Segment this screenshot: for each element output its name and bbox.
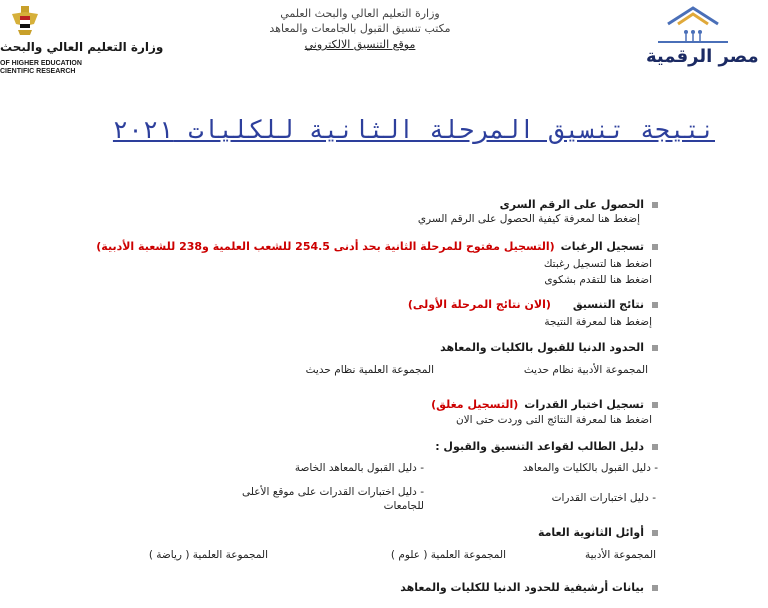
guide-aptitude-link[interactable]: - دليل اختبارات القدرات: [551, 492, 656, 504]
top-students-science-link[interactable]: المجموعة العلمية ( علوم ): [390, 549, 506, 561]
section-student-guide: [435, 440, 658, 453]
aptitude-status-note: (التسجيل مغلق): [431, 398, 519, 411]
guide-aptitude-council-link-cont[interactable]: للجامعات: [383, 500, 424, 512]
bullet-icon: [652, 402, 658, 408]
section-heading: دليل الطالب لقواعد التنسيق والقبول :: [435, 440, 644, 453]
secret-number-link[interactable]: إضغط هنا لمعرفة كيفية الحصول على الرقم السري: [417, 213, 640, 225]
section-results: [408, 298, 658, 311]
min-limits-science-link[interactable]: المجموعة العلمية نظام حديث: [305, 364, 434, 376]
section-aptitude-test: [431, 398, 658, 411]
section-archive: [400, 581, 658, 594]
min-limits-literary-link[interactable]: المجموعة الأدبية نظام حديث: [523, 364, 648, 376]
guide-private-institutes-link[interactable]: - دليل القبول بالمعاهد الخاصة: [294, 462, 424, 474]
section-heading: أوائل الثانوية العامة: [537, 526, 644, 539]
page-title[interactable]: نتيجة تنسيق المرحلة الثانية للكليات ٢٠٢١: [112, 115, 715, 144]
results-status-note: (الان نتائج المرحلة الأولى): [407, 298, 551, 311]
bullet-icon: [652, 244, 658, 250]
office-name: مكتب تنسيق القبول بالجامعات والمعاهد: [269, 22, 451, 35]
bullet-icon: [652, 585, 658, 591]
aptitude-results-link[interactable]: اضغط هنا لمعرفة النتائج التى وردت حتى الان: [455, 414, 652, 426]
section-secret-number: [500, 198, 658, 211]
register-wishes-link[interactable]: اضغط هنا لتسجيل رغبتك: [543, 258, 652, 270]
section-min-limits: [440, 341, 658, 354]
section-top-students: [538, 526, 658, 539]
ministry-name: وزارة التعليم العالي والبحث العلمي: [280, 7, 440, 20]
guide-aptitude-council-link[interactable]: - دليل اختبارات القدرات على موقع الأعلى: [242, 486, 424, 498]
ministry-logo-english-2: CIENTIFIC RESEARCH: [0, 68, 76, 75]
bullet-icon: [652, 202, 658, 208]
section-register-wishes: [96, 240, 658, 253]
ministry-logo-arabic: وزارة التعليم العالي والبحث: [0, 40, 164, 54]
results-link[interactable]: إضغط هنا لمعرفة النتيجة: [544, 316, 652, 328]
complaint-link[interactable]: اضغط هنا للتقدم بشكوى: [544, 274, 652, 286]
section-heading: تسجيل الرغبات: [560, 240, 644, 253]
top-students-literary-link[interactable]: المجموعة الأدبية: [585, 549, 656, 561]
wishes-status-note: (التسجيل مفتوح للمرحلة الثانية بحد أدنى 254.5 للشعب العلمية و238 للشعبة الأدبية): [96, 240, 555, 253]
bullet-icon: [652, 444, 658, 450]
bullet-icon: [652, 345, 658, 351]
section-heading: نتائج التنسيق: [572, 298, 644, 311]
section-heading: الحصول على الرقم السرى: [499, 198, 644, 211]
bullet-icon: [652, 302, 658, 308]
section-heading: الحدود الدنيا للقبول بالكليات والمعاهد: [440, 341, 644, 354]
guide-colleges-link[interactable]: - دليل القبول بالكليات والمعاهد: [522, 462, 658, 474]
digital-egypt-text: مصر الرقمية: [646, 46, 759, 67]
ministry-logo-english-1: OF HIGHER EDUCATION: [0, 60, 82, 67]
section-heading: بيانات أرشيفية للحدود الدنيا للكليات والمعاهد: [400, 581, 644, 594]
section-heading: تسجيل اختبار القدرات: [524, 398, 644, 411]
bullet-icon: [652, 530, 658, 536]
top-students-math-link[interactable]: المجموعة العلمية ( رياضة ): [148, 549, 268, 561]
site-name-link[interactable]: موقع التنسيق الالكتروني: [304, 38, 416, 51]
